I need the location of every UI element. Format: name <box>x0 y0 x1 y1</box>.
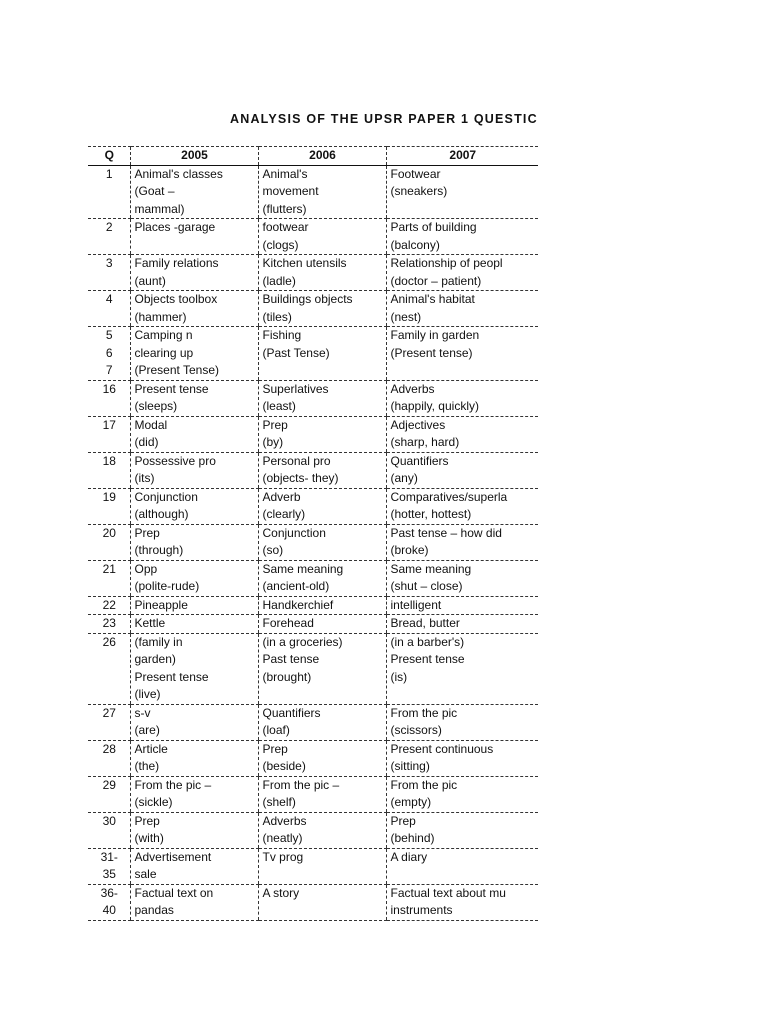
cell-line: movement <box>262 184 319 198</box>
cell-line: pandas <box>134 903 174 917</box>
table-row <box>88 165 538 219</box>
cell-line: (sleeps) <box>134 399 178 413</box>
cell-line: (ancient-old) <box>262 579 330 593</box>
question-number-line: 23 <box>102 616 116 630</box>
cell-line: Present tense <box>134 381 209 396</box>
table-row <box>88 524 538 560</box>
cell-2005 <box>130 596 258 615</box>
cell-2005 <box>130 884 258 920</box>
question-number <box>88 848 130 884</box>
header-2005: 2005 <box>130 147 258 166</box>
cell-line: From the pic <box>390 705 458 720</box>
cell-line: (nest) <box>390 309 422 324</box>
question-number <box>88 740 130 776</box>
cell-line: (did) <box>134 435 159 449</box>
table-row <box>88 596 538 615</box>
cell-line: (balcony) <box>390 237 440 252</box>
table-row <box>88 255 538 291</box>
table-row <box>88 327 538 381</box>
cell-2005 <box>130 327 258 381</box>
cell-line: (any) <box>390 471 418 485</box>
cell-line: (live) <box>134 687 161 701</box>
cell-2005 <box>130 848 258 884</box>
cell-2005 <box>130 704 258 740</box>
cell-line: footwear <box>262 220 309 234</box>
table-row <box>88 488 538 524</box>
cell-line: garden) <box>134 652 176 666</box>
cell-2006 <box>258 812 386 848</box>
cell-line: Article <box>134 741 168 756</box>
cell-line: Superlatives <box>262 381 329 396</box>
cell-line: Tv prog <box>262 849 304 864</box>
cell-2005 <box>130 812 258 848</box>
table-row <box>88 704 538 740</box>
cell-2007 <box>386 165 538 219</box>
question-number-line: 5 <box>105 328 113 342</box>
question-number <box>88 452 130 488</box>
cell-line: (sneakers) <box>390 184 448 198</box>
question-number-line: 7 <box>105 363 113 377</box>
cell-2006 <box>258 704 386 740</box>
cell-line: Buildings objects <box>262 292 353 306</box>
cell-2007 <box>386 452 538 488</box>
question-number-line: 28 <box>102 741 116 756</box>
cell-line: (neatly) <box>262 831 303 845</box>
cell-2006 <box>258 884 386 920</box>
cell-2006 <box>258 524 386 560</box>
cell-line: Family relations <box>134 256 219 270</box>
table-header-row <box>88 147 538 166</box>
cell-line: Conjunction <box>134 489 198 504</box>
cell-2006 <box>258 776 386 812</box>
question-number-line: 29 <box>102 777 116 792</box>
cell-2005 <box>130 416 258 452</box>
cell-line: Footwear <box>390 166 441 181</box>
header-2006: 2006 <box>258 147 386 166</box>
cell-line: Places -garage <box>134 220 216 234</box>
cell-2005 <box>130 380 258 416</box>
cell-line: (its) <box>134 471 155 485</box>
table-row <box>88 740 538 776</box>
table-row <box>88 291 538 327</box>
cell-line: Objects toolbox <box>134 292 218 306</box>
question-number-line: 1 <box>105 166 113 181</box>
question-number <box>88 884 130 920</box>
cell-line: (sharp, hard) <box>390 435 460 449</box>
cell-line: (so) <box>262 543 284 557</box>
cell-line: Animal's classes <box>134 166 223 181</box>
cell-2005 <box>130 165 258 219</box>
question-number-line: 26 <box>102 634 116 649</box>
cell-line: Bread, butter <box>390 616 460 630</box>
question-number <box>88 596 130 615</box>
cell-2005 <box>130 452 258 488</box>
cell-2006 <box>258 560 386 596</box>
cell-2005 <box>130 633 258 704</box>
cell-line: Possessive pro <box>134 453 216 468</box>
cell-2006 <box>258 219 386 255</box>
cell-2005 <box>130 615 258 634</box>
cell-2006 <box>258 452 386 488</box>
question-number-line: 3 <box>105 256 113 270</box>
cell-line: Present continuous <box>390 741 494 756</box>
question-number-line: 2 <box>105 220 113 234</box>
cell-line: Parts of building <box>390 220 477 234</box>
cell-line: (clogs) <box>262 237 299 252</box>
question-number-line: 4 <box>105 292 113 306</box>
cell-line: Past tense – how did <box>390 525 502 540</box>
page-title: ANALYSIS OF THE UPSR PAPER 1 QUESTIC <box>230 112 538 126</box>
question-number <box>88 488 130 524</box>
cell-line: Advertisement <box>134 849 212 864</box>
header-2007: 2007 <box>386 147 538 166</box>
cell-line: (brought) <box>262 669 312 684</box>
table-row <box>88 633 538 704</box>
cell-2007 <box>386 219 538 255</box>
cell-2006 <box>258 848 386 884</box>
cell-2005 <box>130 740 258 776</box>
question-number-line: 40 <box>102 903 116 917</box>
cell-line: (least) <box>262 399 296 413</box>
question-number <box>88 812 130 848</box>
question-number <box>88 524 130 560</box>
question-number <box>88 776 130 812</box>
cell-line: (flutters) <box>262 201 307 216</box>
cell-2007 <box>386 416 538 452</box>
cell-line: Prep <box>134 525 160 540</box>
question-number <box>88 255 130 291</box>
cell-line: From the pic – <box>262 777 340 792</box>
question-number <box>88 165 130 219</box>
cell-2005 <box>130 255 258 291</box>
table-row <box>88 848 538 884</box>
question-number-line: 35 <box>102 867 116 881</box>
cell-line: (with) <box>134 831 164 845</box>
cell-line: (behind) <box>390 831 435 845</box>
question-number <box>88 615 130 634</box>
cell-2006 <box>258 291 386 327</box>
question-number-line: 27 <box>102 705 116 720</box>
cell-2007 <box>386 380 538 416</box>
cell-line: (although) <box>134 507 189 521</box>
question-number <box>88 380 130 416</box>
cell-line: Present tense <box>134 669 209 684</box>
cell-2006 <box>258 416 386 452</box>
cell-2006 <box>258 596 386 615</box>
cell-2006 <box>258 633 386 704</box>
cell-line: (empty) <box>390 795 432 809</box>
cell-2007 <box>386 812 538 848</box>
cell-line: (scissors) <box>390 723 442 737</box>
cell-line: Prep <box>262 417 288 432</box>
cell-line: Comparatives/superla <box>390 489 508 504</box>
cell-line: Present tense <box>390 652 465 666</box>
cell-2007 <box>386 740 538 776</box>
cell-line: (are) <box>134 723 160 737</box>
cell-line: (happily, quickly) <box>390 399 479 413</box>
question-number-line: 36- <box>100 885 118 900</box>
cell-2007 <box>386 633 538 704</box>
cell-2007 <box>386 848 538 884</box>
cell-line: Factual text about mu <box>390 885 506 900</box>
cell-line: Animal's <box>262 166 308 181</box>
cell-line: Adverbs <box>390 381 435 396</box>
cell-line: Prep <box>390 813 416 828</box>
cell-line: Same meaning <box>390 561 472 576</box>
cell-line: intelligent <box>390 597 442 612</box>
cell-2007 <box>386 776 538 812</box>
question-number-line: 19 <box>102 489 116 504</box>
cell-line: (tiles) <box>262 309 292 324</box>
header-q: Q <box>88 147 130 166</box>
cell-2006 <box>258 615 386 634</box>
cell-line: (Present tense) <box>390 345 473 360</box>
cell-2007 <box>386 615 538 634</box>
cell-line: Forehead <box>262 616 314 630</box>
cell-line: (clearly) <box>262 507 306 521</box>
table-body <box>88 165 538 920</box>
cell-2007 <box>386 704 538 740</box>
cell-line: A story <box>262 885 300 900</box>
cell-2006 <box>258 488 386 524</box>
cell-line: Prep <box>134 813 160 828</box>
cell-line: Opp <box>134 561 158 576</box>
cell-line: Adverbs <box>262 813 307 828</box>
cell-2005 <box>130 560 258 596</box>
question-number-line: 30 <box>102 813 116 828</box>
question-number-line: 21 <box>102 561 116 576</box>
question-number <box>88 291 130 327</box>
cell-line: (loaf) <box>262 723 290 737</box>
cell-2005 <box>130 776 258 812</box>
cell-line: (sickle) <box>134 795 173 809</box>
cell-line: Modal <box>134 417 168 432</box>
cell-line: sale <box>134 867 157 881</box>
cell-line: (is) <box>390 669 408 684</box>
cell-line: Family in garden <box>390 328 480 342</box>
cell-line: Prep <box>262 741 288 756</box>
cell-line: instruments <box>390 903 453 917</box>
cell-line: Adverb <box>262 489 301 504</box>
question-number <box>88 416 130 452</box>
cell-2005 <box>130 488 258 524</box>
cell-2007 <box>386 524 538 560</box>
cell-line: (in a barber's) <box>390 634 465 649</box>
cell-line: (through) <box>134 543 184 557</box>
table-row <box>88 615 538 634</box>
cell-line: (by) <box>262 435 284 449</box>
cell-line: s-v <box>134 705 151 720</box>
cell-line: (ladle) <box>262 273 296 288</box>
cell-line: Quantifiers <box>262 705 321 720</box>
cell-line: From the pic – <box>134 777 212 792</box>
cell-line: Adjectives <box>390 417 446 432</box>
cell-line: Kettle <box>134 616 166 630</box>
cell-line: mammal) <box>134 201 185 216</box>
cell-2007 <box>386 596 538 615</box>
cell-line: (polite-rude) <box>134 579 200 593</box>
cell-line: (Present Tense) <box>134 363 219 377</box>
table-row <box>88 776 538 812</box>
cell-line: (family in <box>134 634 183 649</box>
cell-line: (Goat – <box>134 184 175 198</box>
cell-line: (sitting) <box>390 759 430 773</box>
cell-line: (the) <box>134 759 160 773</box>
cell-line: Relationship of peopl <box>390 256 503 270</box>
cell-line: Quantifiers <box>390 453 449 468</box>
cell-line: Animal's habitat <box>390 292 475 306</box>
cell-line: Pineapple <box>134 597 188 612</box>
cell-line: Fishing <box>262 328 302 342</box>
table-row <box>88 219 538 255</box>
question-number-line: 17 <box>102 417 116 432</box>
question-number <box>88 633 130 704</box>
cell-line: Past tense <box>262 652 320 666</box>
question-number-line: 22 <box>102 597 116 612</box>
table-row <box>88 560 538 596</box>
cell-line: Kitchen utensils <box>262 256 347 270</box>
table-row <box>88 884 538 920</box>
cell-2006 <box>258 165 386 219</box>
cell-2007 <box>386 488 538 524</box>
cell-line: Camping n <box>134 328 193 342</box>
cell-line: Personal pro <box>262 453 331 468</box>
cell-line: Conjunction <box>262 525 326 540</box>
cell-2007 <box>386 884 538 920</box>
cell-2005 <box>130 524 258 560</box>
cell-2007 <box>386 255 538 291</box>
table-row <box>88 380 538 416</box>
cell-2006 <box>258 740 386 776</box>
question-number <box>88 327 130 381</box>
cell-line: (hotter, hottest) <box>390 507 472 521</box>
cell-line: Same meaning <box>262 561 344 576</box>
question-number <box>88 219 130 255</box>
question-number-line: 18 <box>102 453 116 468</box>
cell-2006 <box>258 255 386 291</box>
cell-2006 <box>258 380 386 416</box>
question-number-line: 16 <box>102 381 116 396</box>
question-number <box>88 560 130 596</box>
cell-line: (beside) <box>262 759 306 773</box>
cell-line: clearing up <box>134 345 194 360</box>
question-number-line: 20 <box>102 525 116 540</box>
cell-line: (objects- they) <box>262 471 339 485</box>
question-number <box>88 704 130 740</box>
cell-2005 <box>130 291 258 327</box>
table-row <box>88 452 538 488</box>
cell-line: (hammer) <box>134 309 187 324</box>
cell-2007 <box>386 291 538 327</box>
cell-line: (aunt) <box>134 273 166 288</box>
cell-2006 <box>258 327 386 381</box>
cell-line: A diary <box>390 849 428 864</box>
cell-line: Factual text on <box>134 885 214 900</box>
cell-line: (shut – close) <box>390 579 463 593</box>
cell-line: From the pic <box>390 777 458 792</box>
cell-line: Handkerchief <box>262 597 334 612</box>
cell-line: (broke) <box>390 543 429 557</box>
cell-2005 <box>130 219 258 255</box>
cell-line: (in a groceries) <box>262 634 343 649</box>
cell-2007 <box>386 560 538 596</box>
question-number-line: 6 <box>105 345 113 360</box>
table-row <box>88 416 538 452</box>
cell-line: (doctor – patient) <box>390 273 482 288</box>
question-number-line: 31- <box>100 849 118 864</box>
cell-line: (Past Tense) <box>262 345 330 360</box>
cell-2007 <box>386 327 538 381</box>
analysis-table <box>88 146 538 921</box>
cell-line: (shelf) <box>262 795 296 809</box>
table-row <box>88 812 538 848</box>
